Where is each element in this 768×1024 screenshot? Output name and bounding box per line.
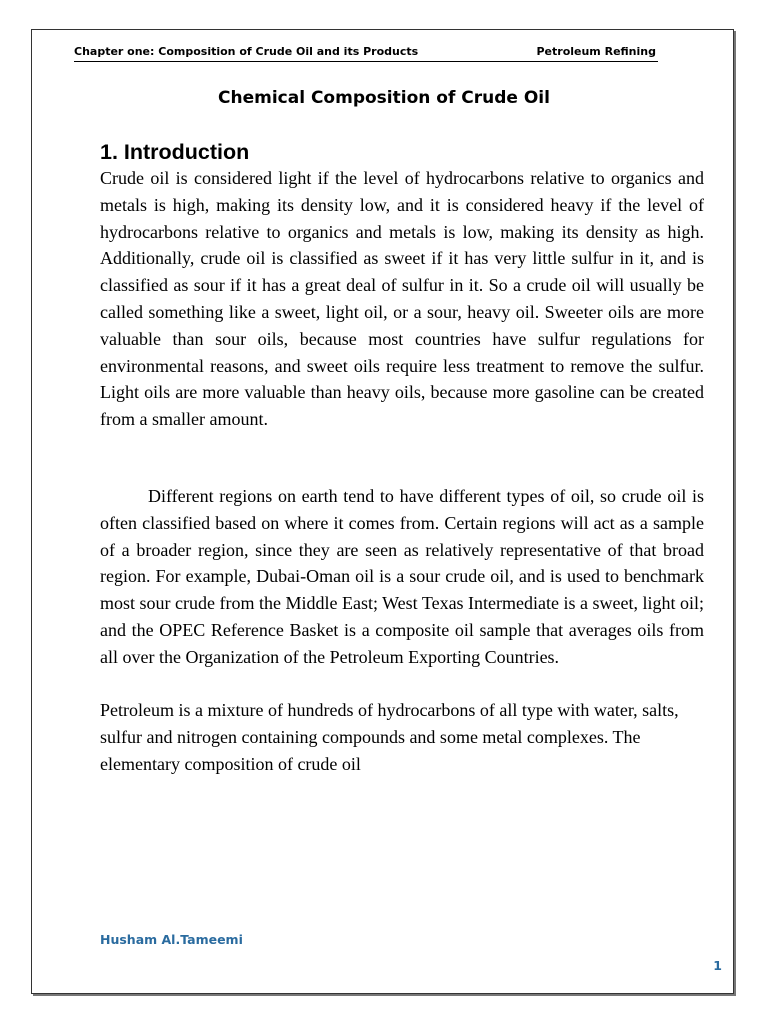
chapter-title: Chapter one: Composition of Crude Oil and its Products: [74, 45, 419, 58]
page-number: 1: [713, 958, 722, 973]
section-heading: 1. Introduction: [100, 140, 250, 164]
running-header: [74, 42, 658, 62]
paragraph-petroleum-mixture: Petroleum is a mixture of hundreds of hydrocarbons of all type with water, salts, sulfur and nitrogen containing compounds and some metal complexes. The elementary composition of crude oil: [100, 700, 679, 774]
author-name: Husham Al.Tameemi: [100, 932, 243, 947]
subject-title: Petroleum Refining: [536, 45, 656, 58]
paragraph-regional-classification: Different regions on earth tend to have different types of oil, so crude oil is often classified based on where it comes from. Certain regions will act as a sample of a broader region, since they are seen as relatively representative of that broad region. For example, Dubai-Oman oil is a sour crude oil, and is used to benchmark most sour crude from the Middle East; West Texas Intermediate is a sweet, light oil; and the OPEC Reference Basket is a composite oil sample that averages oils from all over the Organization of the Petroleum Exporting Countries.: [100, 486, 704, 667]
paragraph-light-heavy-sweet-sour: Crude oil is considered light if the level of hydrocarbons relative to organics and metals is high, making its density low, and it is considered heavy if the level of hydrocarbons relative to organics and metals is low, making its density as high. Additionally, crude oil is classified as sweet if it has very little sulfur in it, and is classified as sour if it has a great deal of sulfur in it. So a crude oil will usually be called something like a sweet, light oil, or a sour, heavy oil. Sweeter oils are more valuable than sour oils, because most countries have sulfur regulations for environmental reasons, and sweet oils require less treatment to remove the sulfur. Light oils are more valuable than heavy oils, because more gasoline can be created from a smaller amount.: [100, 168, 704, 430]
document-title: Chemical Composition of Crude Oil: [218, 88, 550, 108]
